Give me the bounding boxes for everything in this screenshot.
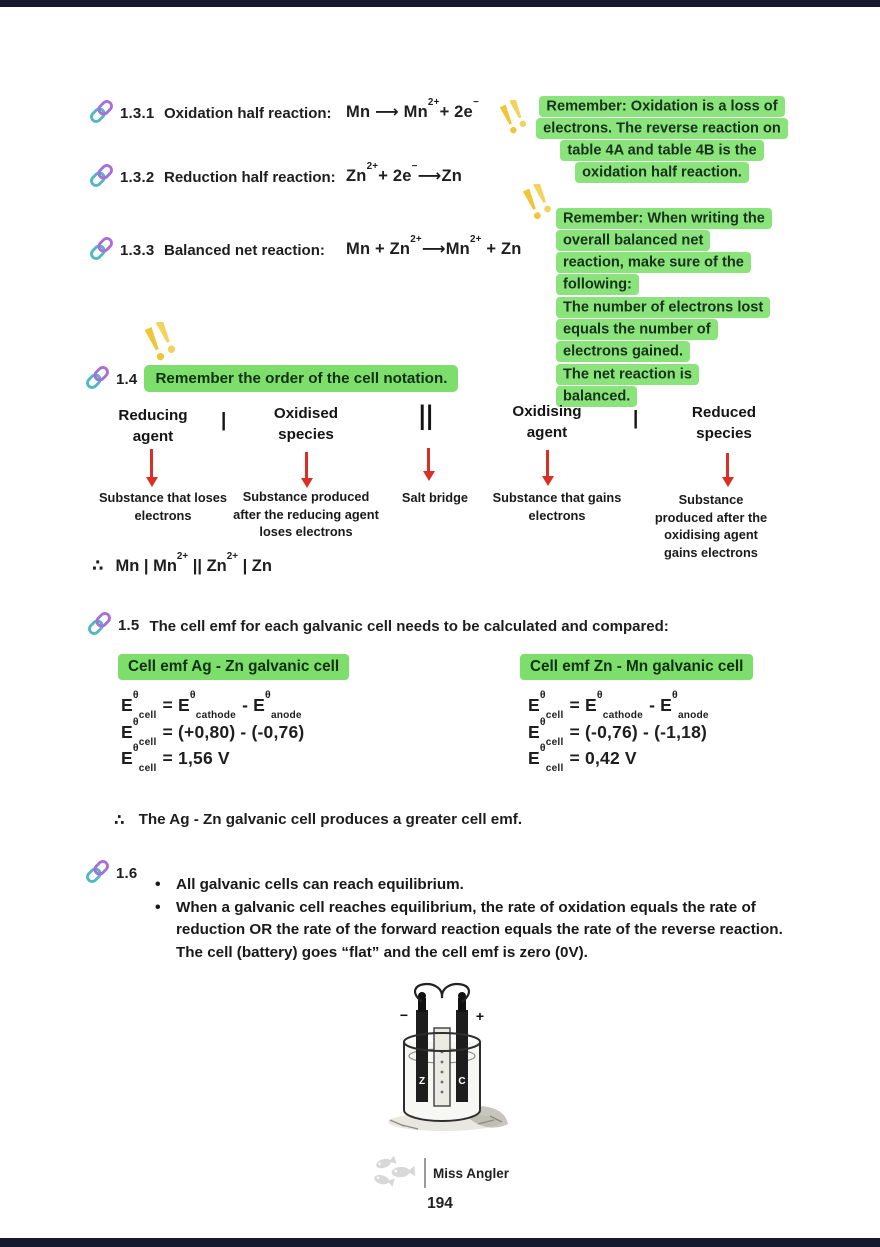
- link-icon: [88, 235, 115, 262]
- item-number: 1.6: [116, 865, 138, 882]
- link-icon: [88, 162, 115, 189]
- emf-conclusion: [114, 811, 522, 829]
- emf-equations-ag-zn: [121, 689, 305, 775]
- reminder-box-oxidation: [531, 95, 793, 184]
- emf-intro-text: The cell emf for each galvanic cell needs to be calculated and compared:: [149, 618, 669, 635]
- emf-card-title-ag-zn: Cell emf Ag - Zn galvanic cell: [118, 654, 349, 680]
- item-number: 1.5: [118, 617, 140, 634]
- conclusion-text: The Ag - Zn galvanic cell produces a greater cell emf.: [138, 811, 523, 828]
- desc-reducing-agent: Substance that loses electrons: [98, 490, 227, 523]
- phase-separator: |: [633, 408, 639, 429]
- desc-oxidised-species: Substance produced after the reducing agent loses electrons: [233, 489, 379, 539]
- emf-equation-line: $E^\theta_{cell} = 1,56$ V: [121, 742, 230, 775]
- item-label: Oxidation half reaction:: [164, 105, 332, 122]
- zinc-electrode-label: Z: [418, 1076, 426, 1087]
- red-arrow: [726, 453, 729, 478]
- exclamation-icon: [496, 100, 530, 142]
- bullet-item: [150, 874, 802, 897]
- emf-equation-line: $E^\theta_{cell} = 0,42$ V: [528, 742, 637, 775]
- phase-separator: |: [221, 410, 227, 431]
- exclamation-icon: [140, 322, 180, 370]
- negative-terminal-label: −: [399, 1007, 409, 1023]
- cell-col-reducing-agent: Reducing agent: [118, 407, 188, 445]
- emf-equations-zn-mn: [528, 689, 710, 775]
- emf-equation-line: $E^\theta_{cell} = E^\theta_{cathode} - E^\theta_{anode}$: [528, 689, 709, 722]
- red-arrow: [546, 450, 549, 477]
- carbon-electrode-label: C: [458, 1076, 466, 1087]
- reminder-text: Remember: Oxidation is a loss of electrons. The reverse reaction on table 4A and table 4B is the oxidation half reaction.: [536, 96, 788, 184]
- item-label: Reduction half reaction:: [164, 169, 336, 186]
- reminder-text: The net reaction is balanced.: [556, 364, 699, 407]
- equilibrium-bullet-list: [150, 874, 802, 964]
- desc-oxidising-agent: Substance that gains electrons: [492, 490, 622, 523]
- bullet-item: [150, 897, 802, 965]
- brand-name: Miss Angler: [432, 1165, 510, 1181]
- oxidation-equation: Mn ⟶ $Mn^{2+}+ 2e^-$: [346, 97, 479, 121]
- cell-col-reduced-species: Reduced species: [691, 404, 757, 442]
- galvanic-cell-figure: [372, 980, 512, 1140]
- cell-col-oxidising-agent: Oxidising agent: [512, 403, 582, 441]
- carbon-electrode: [456, 1010, 468, 1102]
- item-label: Balanced net reaction:: [164, 242, 325, 259]
- emf-equation-line: $E^\theta_{cell} = (-0,76) - (-1,18)$: [528, 715, 708, 748]
- cell-notation-heading: Remember the order of the cell notation.: [144, 365, 458, 392]
- top-border-bar: [0, 0, 880, 7]
- cell-col-oxidised-species: Oxidised species: [273, 405, 339, 443]
- red-arrow: [150, 449, 153, 478]
- section-1-3-1: [88, 98, 479, 125]
- footer-divider: [424, 1158, 426, 1188]
- positive-terminal-label: +: [475, 1008, 485, 1024]
- reminder-box-net-reaction: [556, 207, 768, 408]
- item-number: 1.3.3: [120, 242, 155, 259]
- link-icon: [88, 98, 115, 125]
- red-arrow: [427, 448, 430, 472]
- miss-angler-logo: [371, 1154, 417, 1192]
- emf-equation-line: $E^\theta_{cell} = E^\theta_{cathode} - E^\theta_{anode}$: [121, 689, 302, 722]
- page-footer: [0, 1154, 880, 1213]
- item-number: 1.3.1: [120, 105, 155, 122]
- section-1-6: [84, 858, 137, 885]
- item-number: 1.3.2: [120, 169, 155, 186]
- link-icon: [86, 610, 113, 637]
- link-icon: [84, 364, 111, 391]
- reminder-text: The number of electrons lost equals the number of electrons gained.: [556, 297, 770, 363]
- bottom-border-bar: [0, 1238, 880, 1247]
- cell-notation-result: [92, 551, 272, 576]
- reminder-text: Remember: When writing the overall balanced net reaction, make sure of the following:: [556, 208, 772, 296]
- desc-salt-bridge: Salt bridge: [401, 490, 469, 505]
- page-number: 194: [427, 1195, 453, 1212]
- item-number: 1.4: [116, 371, 138, 388]
- section-1-5: [86, 610, 669, 637]
- section-1-3-2: [88, 162, 462, 189]
- zinc-electrode: [416, 1010, 428, 1102]
- bullet-text: All galvanic cells can reach equilibrium.: [176, 876, 464, 893]
- notation-text: Mn | $Mn^{2+}$ || $Zn^{2+}$ | Zn: [115, 551, 272, 575]
- emf-equation-line: $E^\theta_{cell} = (+0,80) - (-0,76)$: [121, 715, 305, 748]
- therefore-symbol: ∴: [92, 557, 104, 575]
- net-reaction-equation: $Mn + Zn^{2+}⟶Mn^{2+} + Zn$: [346, 234, 522, 258]
- section-1-3-3: [88, 235, 522, 262]
- section-1-4: [84, 364, 458, 392]
- link-icon: [84, 858, 111, 885]
- red-arrow: [305, 452, 308, 479]
- reduction-equation: $Zn^{2+}+$ 2e−⟶Zn: [346, 161, 462, 185]
- porous-pot: [434, 1028, 450, 1106]
- desc-reduced-species: Substance produced after the oxidising agent gains electrons: [654, 492, 768, 560]
- therefore-symbol: ∴: [114, 812, 125, 829]
- exclamation-icon: [519, 184, 555, 228]
- salt-bridge-separator: ||: [419, 399, 434, 430]
- bullet-text: When a galvanic cell reaches equilibrium, the rate of oxidation equals the rate of reduction OR the rate of the forward reaction equals the rate of the reverse reaction. The cell (battery) goes “flat” and the cell emf is zero (0V).: [176, 898, 783, 961]
- emf-card-title-zn-mn: Cell emf Zn - Mn galvanic cell: [520, 654, 753, 680]
